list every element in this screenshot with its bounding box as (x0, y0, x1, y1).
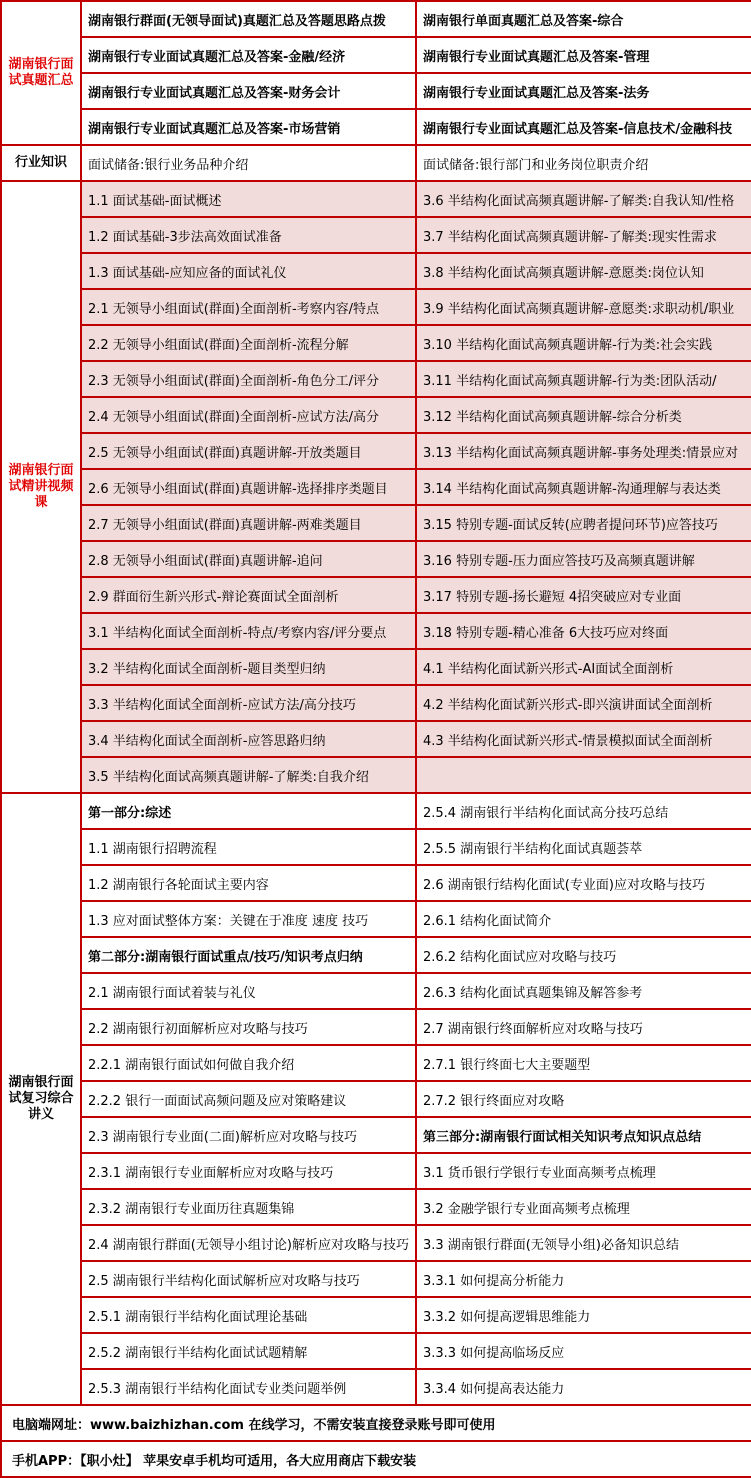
table-cell: 2.2.1 湖南银行面试如何做自我介绍 (81, 1045, 416, 1081)
table-cell: 3.3.4 如何提高表达能力 (416, 1369, 751, 1405)
table-cell: 3.15 特别专题-面试反转(应聘者提问环节)应答技巧 (416, 505, 751, 541)
table-cell: 3.9 半结构化面试高频真题讲解-意愿类:求职动机/职业 (416, 289, 751, 325)
table-cell: 面试储备:银行业务品种介绍 (81, 145, 416, 181)
table-cell: 3.3.3 如何提高临场反应 (416, 1333, 751, 1369)
table-cell: 2.6 湖南银行结构化面试(专业面)应对攻略与技巧 (416, 865, 751, 901)
table-cell: 1.1 面试基础-面试概述 (81, 181, 416, 217)
table-cell: 1.3 面试基础-应知应备的面试礼仪 (81, 253, 416, 289)
table-cell: 2.6.2 结构化面试应对攻略与技巧 (416, 937, 751, 973)
table-cell: 2.3.2 湖南银行专业面历往真题集锦 (81, 1189, 416, 1225)
table-cell: 2.6.3 结构化面试真题集锦及解答参考 (416, 973, 751, 1009)
table-cell: 3.7 半结构化面试高频真题讲解-了解类:现实性需求 (416, 217, 751, 253)
table-cell: 湖南银行专业面试真题汇总及答案-管理 (416, 37, 751, 73)
table-cell: 2.3.1 湖南银行专业面解析应对攻略与技巧 (81, 1153, 416, 1189)
footer-website-line: 电脑端网址：www.baizhizhan.com 在线学习，不需安装直接登录账号即可使用 (1, 1405, 751, 1441)
table-cell: 第三部分:湖南银行面试相关知识考点知识点总结 (416, 1117, 751, 1153)
table-cell: 3.2 半结构化面试全面剖析-题目类型归纳 (81, 649, 416, 685)
section-label-interview-questions: 湖南银行面试真题汇总 (1, 1, 81, 145)
table-cell: 4.2 半结构化面试新兴形式-即兴演讲面试全面剖析 (416, 685, 751, 721)
table-cell: 1.3 应对面试整体方案：关键在于准度 速度 技巧 (81, 901, 416, 937)
table-cell: 湖南银行专业面试真题汇总及答案-市场营销 (81, 109, 416, 145)
table-cell: 3.13 半结构化面试高频真题讲解-事务处理类:情景应对 (416, 433, 751, 469)
table-cell: 湖南银行专业面试真题汇总及答案-信息技术/金融科技 (416, 109, 751, 145)
table-cell: 湖南银行专业面试真题汇总及答案-财务会计 (81, 73, 416, 109)
section-label-industry-knowledge: 行业知识 (1, 145, 81, 181)
table-cell: 3.14 半结构化面试高频真题讲解-沟通理解与表达类 (416, 469, 751, 505)
table-cell: 湖南银行专业面试真题汇总及答案-金融/经济 (81, 37, 416, 73)
table-cell: 3.3.2 如何提高逻辑思维能力 (416, 1297, 751, 1333)
table-cell: 2.4 湖南银行群面(无领导小组讨论)解析应对攻略与技巧 (81, 1225, 416, 1261)
table-cell: 3.6 半结构化面试高频真题讲解-了解类:自我认知/性格 (416, 181, 751, 217)
table-cell: 3.16 特别专题-压力面应答技巧及高频真题讲解 (416, 541, 751, 577)
table-cell: 2.7 无领导小组面试(群面)真题讲解-两难类题目 (81, 505, 416, 541)
table-cell: 2.5.2 湖南银行半结构化面试试题精解 (81, 1333, 416, 1369)
footer-app-line: 手机APP：【职小灶】 苹果安卓手机均可适用，各大应用商店下载安装 (1, 1441, 751, 1477)
table-cell: 1.2 面试基础-3步法高效面试准备 (81, 217, 416, 253)
table-cell: 面试储备:银行部门和业务岗位职责介绍 (416, 145, 751, 181)
table-cell: 2.7.2 银行终面应对攻略 (416, 1081, 751, 1117)
table-cell: 第二部分:湖南银行面试重点/技巧/知识考点归纳 (81, 937, 416, 973)
table-cell: 2.4 无领导小组面试(群面)全面剖析-应试方法/高分 (81, 397, 416, 433)
table-cell: 3.10 半结构化面试高频真题讲解-行为类:社会实践 (416, 325, 751, 361)
table-cell: 3.1 货币银行学银行专业面高频考点梳理 (416, 1153, 751, 1189)
table-cell: 1.2 湖南银行各轮面试主要内容 (81, 865, 416, 901)
table-cell: 3.11 半结构化面试高频真题讲解-行为类:团队活动/ (416, 361, 751, 397)
table-cell: 第一部分:综述 (81, 793, 416, 829)
table-cell: 2.5.1 湖南银行半结构化面试理论基础 (81, 1297, 416, 1333)
table-cell: 湖南银行单面真题汇总及答案-综合 (416, 1, 751, 37)
table-cell: 3.12 半结构化面试高频真题讲解-综合分析类 (416, 397, 751, 433)
table-cell: 2.5.5 湖南银行半结构化面试真题荟萃 (416, 829, 751, 865)
table-cell: 3.3.1 如何提高分析能力 (416, 1261, 751, 1297)
table-cell: 2.5 无领导小组面试(群面)真题讲解-开放类题目 (81, 433, 416, 469)
table-cell (416, 757, 751, 793)
table-cell: 2.3 无领导小组面试(群面)全面剖析-角色分工/评分 (81, 361, 416, 397)
table-cell: 3.5 半结构化面试高频真题讲解-了解类:自我介绍 (81, 757, 416, 793)
table-cell: 3.17 特别专题-扬长避短 4招突破应对专业面 (416, 577, 751, 613)
table-cell: 湖南银行专业面试真题汇总及答案-法务 (416, 73, 751, 109)
section-label-video-course: 湖南银行面试精讲视频课 (1, 181, 81, 793)
table-cell: 2.7.1 银行终面七大主要题型 (416, 1045, 751, 1081)
table-cell: 2.3 湖南银行专业面(二面)解析应对攻略与技巧 (81, 1117, 416, 1153)
table-cell: 2.9 群面衍生新兴形式-辩论赛面试全面剖析 (81, 577, 416, 613)
table-cell: 2.6 无领导小组面试(群面)真题讲解-选择排序类题目 (81, 469, 416, 505)
table-cell: 2.7 湖南银行终面解析应对攻略与技巧 (416, 1009, 751, 1045)
table-cell: 4.3 半结构化面试新兴形式-情景模拟面试全面剖析 (416, 721, 751, 757)
table-cell: 2.2 无领导小组面试(群面)全面剖析-流程分解 (81, 325, 416, 361)
table-cell: 4.1 半结构化面试新兴形式-AI面试全面剖析 (416, 649, 751, 685)
section-label-handout: 湖南银行面试复习综合讲义 (1, 793, 81, 1405)
table-cell: 2.5.3 湖南银行半结构化面试专业类问题举例 (81, 1369, 416, 1405)
table-cell: 2.8 无领导小组面试(群面)真题讲解-追问 (81, 541, 416, 577)
table-cell: 2.5.4 湖南银行半结构化面试高分技巧总结 (416, 793, 751, 829)
table-cell: 2.1 湖南银行面试着装与礼仪 (81, 973, 416, 1009)
table-cell: 3.18 特别专题-精心准备 6大技巧应对终面 (416, 613, 751, 649)
table-cell: 2.2 湖南银行初面解析应对攻略与技巧 (81, 1009, 416, 1045)
table-cell: 3.4 半结构化面试全面剖析-应答思路归纳 (81, 721, 416, 757)
table-cell: 3.8 半结构化面试高频真题讲解-意愿类:岗位认知 (416, 253, 751, 289)
table-cell: 2.6.1 结构化面试简介 (416, 901, 751, 937)
table-cell: 2.5 湖南银行半结构化面试解析应对攻略与技巧 (81, 1261, 416, 1297)
table-cell: 1.1 湖南银行招聘流程 (81, 829, 416, 865)
table-cell: 3.3 半结构化面试全面剖析-应试方法/高分技巧 (81, 685, 416, 721)
table-cell: 3.3 湖南银行群面(无领导小组)必备知识总结 (416, 1225, 751, 1261)
table-cell: 2.2.2 银行一面面试高频问题及应对策略建议 (81, 1081, 416, 1117)
table-cell: 3.2 金融学银行专业面高频考点梳理 (416, 1189, 751, 1225)
table-cell: 湖南银行群面(无领导面试)真题汇总及答题思路点拨 (81, 1, 416, 37)
table-cell: 2.1 无领导小组面试(群面)全面剖析-考察内容/特点 (81, 289, 416, 325)
table-cell: 3.1 半结构化面试全面剖析-特点/考察内容/评分要点 (81, 613, 416, 649)
